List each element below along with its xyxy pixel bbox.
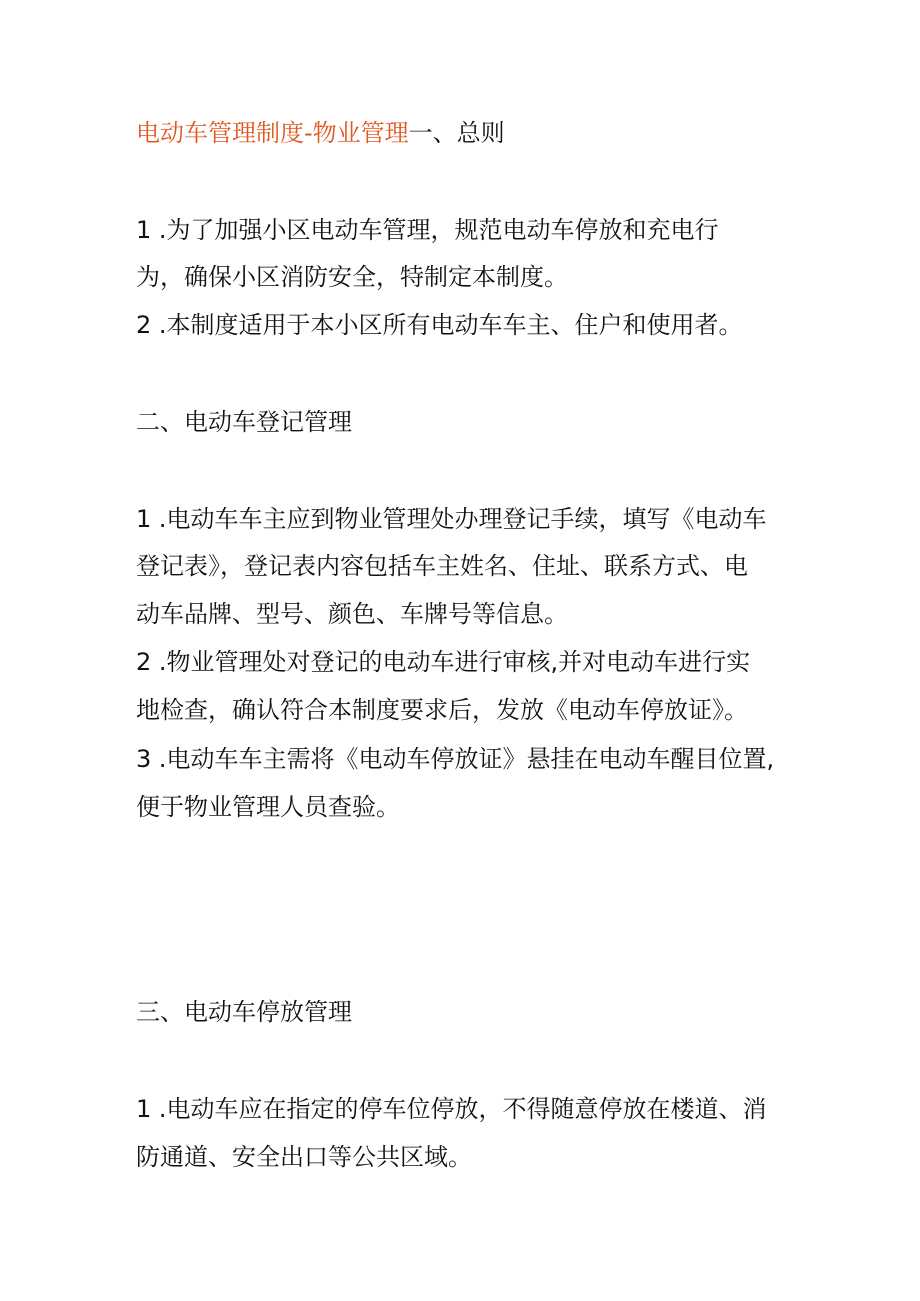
paragraph-line: 为，确保小区消防安全，特制定本制度。 (136, 263, 568, 291)
section-heading: 三、电动车停放管理 (136, 998, 352, 1026)
paragraph-line: 1 .为了加强小区电动车管理，规范电动车停放和充电行 (136, 216, 719, 244)
paragraph-line: 1 .电动车车主应到物业管理处办理登记手续，填写《电动车 (136, 505, 767, 533)
paragraph-line: 动车品牌、型号、颜色、车牌号等信息。 (136, 600, 568, 628)
paragraph-line: 防通道、安全出口等公共区域。 (136, 1143, 472, 1171)
section-heading: 二、电动车登记管理 (136, 408, 352, 436)
document-title (136, 116, 505, 150)
title-section-heading: 一、总则 (408, 119, 505, 147)
paragraph-line: 便于物业管理人员查验。 (136, 793, 400, 821)
paragraph-line: 3 .电动车车主需将《电动车停放证》悬挂在电动车醒目位置, (136, 745, 775, 773)
title-accent-text: 电动车管理制度-物业管理 (136, 119, 409, 147)
paragraph-line: 登记表》，登记表内容包括车主姓名、住址、联系方式、电 (136, 552, 748, 580)
paragraph-line: 2 .物业管理处对登记的电动车进行审核,并对电动车进行实 (136, 648, 751, 676)
paragraph-line: 地检查，确认符合本制度要求后，发放《电动车停放证》。 (136, 696, 748, 724)
paragraph-line: 2 .本制度适用于本小区所有电动车车主、住户和使用者。 (136, 311, 743, 339)
paragraph-line: 1 .电动车应在指定的停车位停放，不得随意停放在楼道、消 (136, 1095, 767, 1123)
